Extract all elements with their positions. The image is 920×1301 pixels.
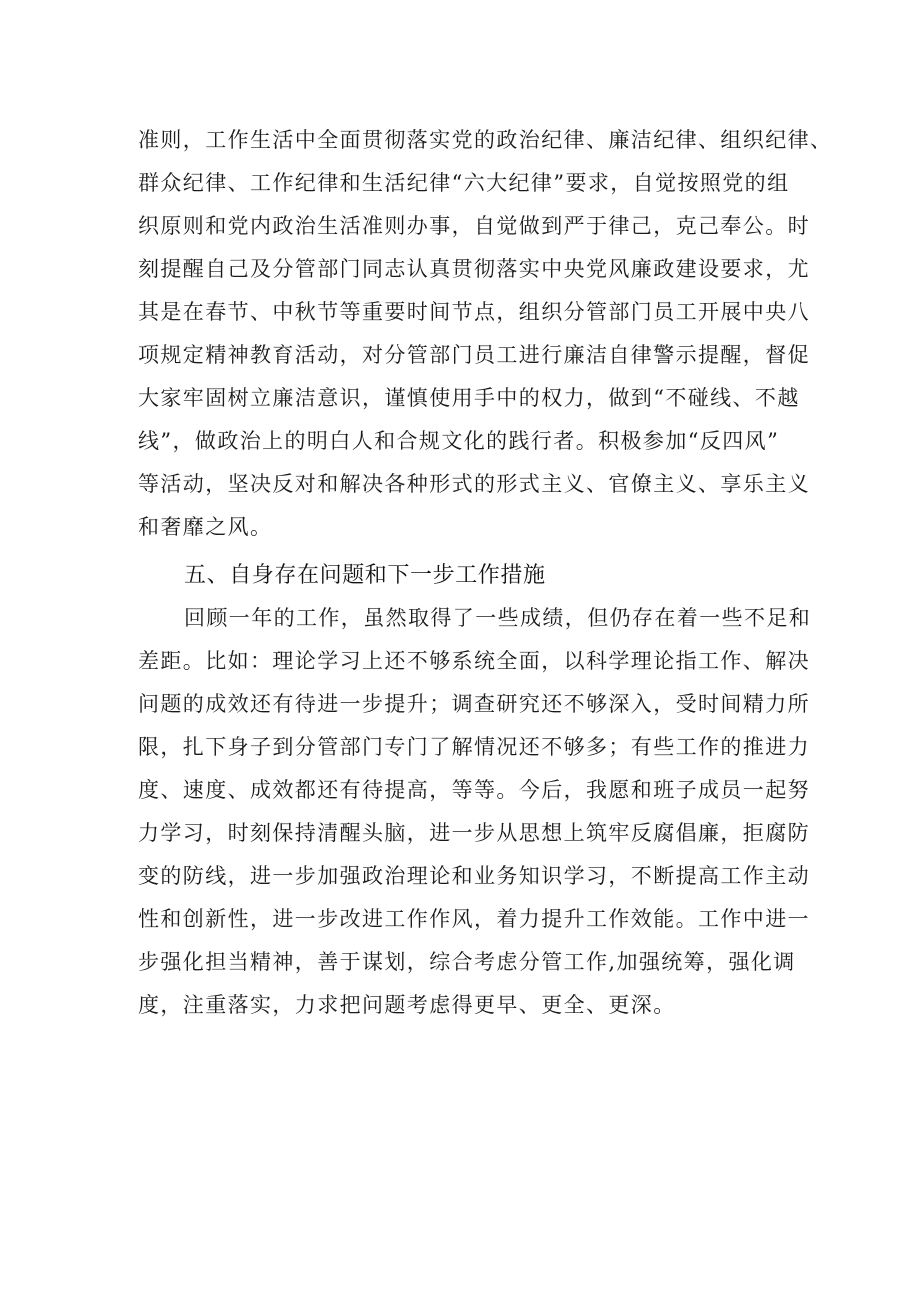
paragraph-line: 步强化担当精神，善于谋划，综合考虑分管工作,加强统筹，强化调 (138, 950, 796, 974)
paragraph-line: 变的防线，进一步加强政治理论和业务知识学习，不断提高工作主动 (138, 864, 810, 888)
paragraph-line: 大家牢固树立廉洁意识，谨慎使用手中的权力，做到“不碰线、不越 (138, 386, 800, 410)
section-heading: 五、自身存在问题和下一步工作措施 (184, 563, 546, 588)
paragraph-line: 刻提醒自己及分管部门同志认真贯彻落实中央党风廉政建设要求，尤 (138, 257, 810, 281)
paragraph-line: 群众纪律、工作纪律和生活纪律“六大纪律”要求，自觉按照党的组 (138, 171, 790, 195)
paragraph-line: 其是在春节、中秋节等重要时间节点，组织分管部门员工开展中央八 (138, 300, 810, 324)
paragraph-line: 限，扎下身子到分管部门专门了解情况还不够多；有些工作的推进力 (138, 735, 810, 759)
paragraph-line: 项规定精神教育活动，对分管部门员工进行廉洁自律警示提醒，督促 (138, 343, 810, 367)
paragraph-line: 准则，工作生活中全面贯彻落实党的政治纪律、廉洁纪律、组织纪律、 (138, 128, 833, 152)
paragraph-line: 差距。比如：理论学习上还不够系统全面，以科学理论指工作、解决 (138, 649, 810, 673)
paragraph-line: 性和创新性，进一步改进工作作风，着力提升工作效能。工作中进一 (138, 907, 810, 931)
paragraph-line: 织原则和党内政治生活准则办事，自觉做到严于律己，克己奉公。时 (138, 214, 810, 238)
paragraph-line: 度，注重落实，力求把问题考虑得更早、更全、更深。 (138, 993, 676, 1017)
paragraph-line: 问题的成效还有待进一步提升；调查研究还不够深入，受时间精力所 (138, 692, 810, 716)
paragraph-line: 和奢靡之风。 (138, 515, 273, 539)
paragraph-line: 力学习，时刻保持清醒头脑，进一步从思想上筑牢反腐倡廉，拒腐防 (138, 821, 810, 845)
paragraph-line-indented: 回顾一年的工作，虽然取得了一些成绩，但仍存在着一些不足和 (184, 606, 812, 630)
paragraph-line: 等活动，坚决反对和解决各种形式的形式主义、官僚主义、享乐主义 (138, 472, 810, 496)
paragraph-line: 线”，做政治上的明白人和合规文化的践行者。积极参加“反四风” (138, 429, 780, 453)
paragraph-line: 度、速度、成效都还有待提高，等等。今后，我愿和班子成员一起努 (138, 778, 810, 802)
